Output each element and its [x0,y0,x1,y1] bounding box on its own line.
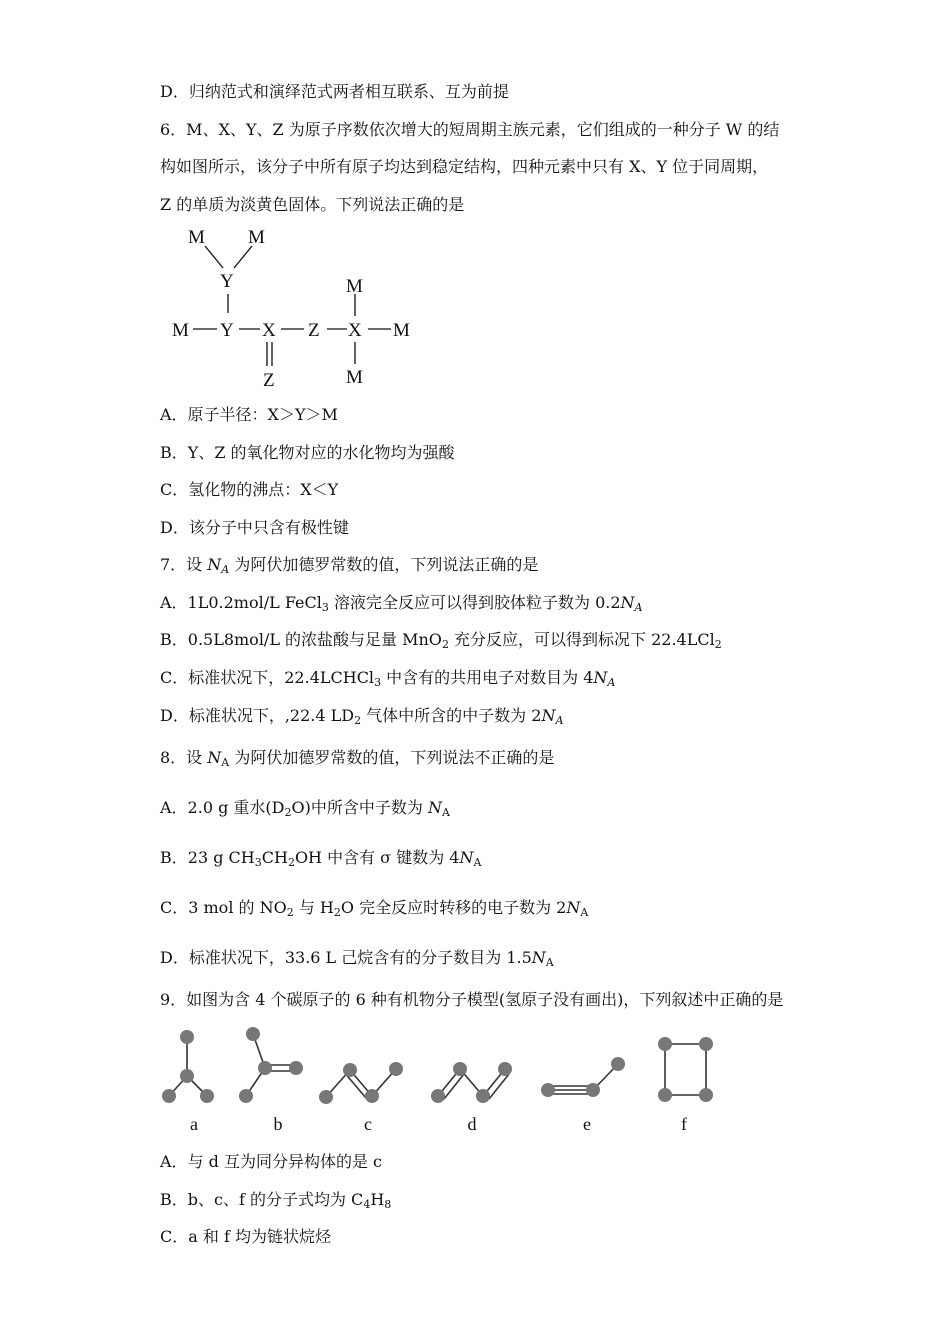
q9-option-c: C．a 和 f 均为链状烷烃 [160,1227,331,1246]
q7-stem: 7．设 $N_A$ 为阿伏加德罗常数的值，下列说法正确的是 [160,555,539,576]
atom-y: Y [220,271,234,292]
q9-option-b: B．b、c、f 的分子式均为 $C_4H_8$ [160,1190,392,1211]
q5-option-d: D．归纳范式和演绎范式两者相互联系、互为前提 [160,82,509,101]
atom-m: M [188,227,205,248]
q8-option-c: C．3 mol 的 $NO_2$ 与 $H_2O$ 完全反应时转移的电子数为 $2N_A$ [160,898,589,919]
q8-option-d: D．标准状况下，33.6 L 己烷含有的分子数目为 $1.5N_A$ [160,948,554,969]
q6-stem-line2: 构如图所示，该分子中所有原子均达到稳定结构，四种元素中只有 X、Y 位于同周期， [160,157,769,176]
q8-option-b: B．23 g $CH_3CH_2OH$ 中含有 σ 键数为 $4N_A$ [160,848,482,869]
q6-option-b: B．Y、Z 的氧化物对应的水化物均为强酸 [160,443,455,462]
model-label-a: a [190,1114,198,1134]
atom-m: M [346,367,363,388]
model-label-b: b [273,1114,283,1134]
q6-option-c: C．氢化物的沸点：X＜Y [160,480,339,499]
atom-m: M [172,320,189,341]
atom-x: X [262,320,276,341]
q6-molecule-structure [160,220,430,395]
q6-stem-line3: Z 的单质为淡黄色固体。下列说法正确的是 [160,195,465,214]
q6-option-d: D．该分子中只含有极性键 [160,518,349,537]
model-label-d: d [467,1114,477,1134]
q9-stem: 9．如图为含 4 个碳原子的 6 种有机物分子模型(氢原子没有画出)，下列叙述中正确的是 [160,990,784,1009]
q7-option-a: A．1L0.2mol/L FeCl$_3$ 溶液完全反应可以得到胶体粒子数为 $0.2N_A$ [160,593,643,614]
q7-option-c: C．标准状况下，22.4LCHCl$_3$ 中含有的共用电子对数目为 $4N_A$ [160,668,616,689]
atom-z: Z [263,370,275,391]
q7-option-b: B．0.5L8mol/L 的浓盐酸与足量 MnO$_2$ 充分反应，可以得到标况下 22.4LCl$_2$ [160,630,722,651]
atom-x: X [348,320,362,341]
q8-stem: 8．设 $N_A$ 为阿伏加德罗常数的值，下列说法不正确的是 [160,748,555,769]
q6-stem-line1: 6．M、X、Y、Z 为原子序数依次增大的短周期主族元素，它们组成的一种分子 W 的结 [160,120,780,139]
atom-y: Y [220,320,234,341]
model-label-c: c [364,1114,372,1134]
model-label-e: e [583,1114,591,1134]
q9-option-a: A．与 d 互为同分异构体的是 c [160,1152,383,1171]
atom-m: M [393,320,410,341]
atom-m: M [346,276,363,297]
q6-option-a: A．原子半径：X＞Y＞M [160,405,338,424]
atom-z: Z [308,320,320,341]
q8-option-a: A．2.0 g 重水$(D_2O)$中所含中子数为 $N_A$ [160,798,450,819]
q9-molecule-models [150,1020,730,1140]
model-label-f: f [681,1114,687,1134]
q7-option-d: D．标准状况下，,22.4 $LD_2$ 气体中所含的中子数为 $2N_A$ [160,706,564,727]
atom-m: M [248,227,265,248]
